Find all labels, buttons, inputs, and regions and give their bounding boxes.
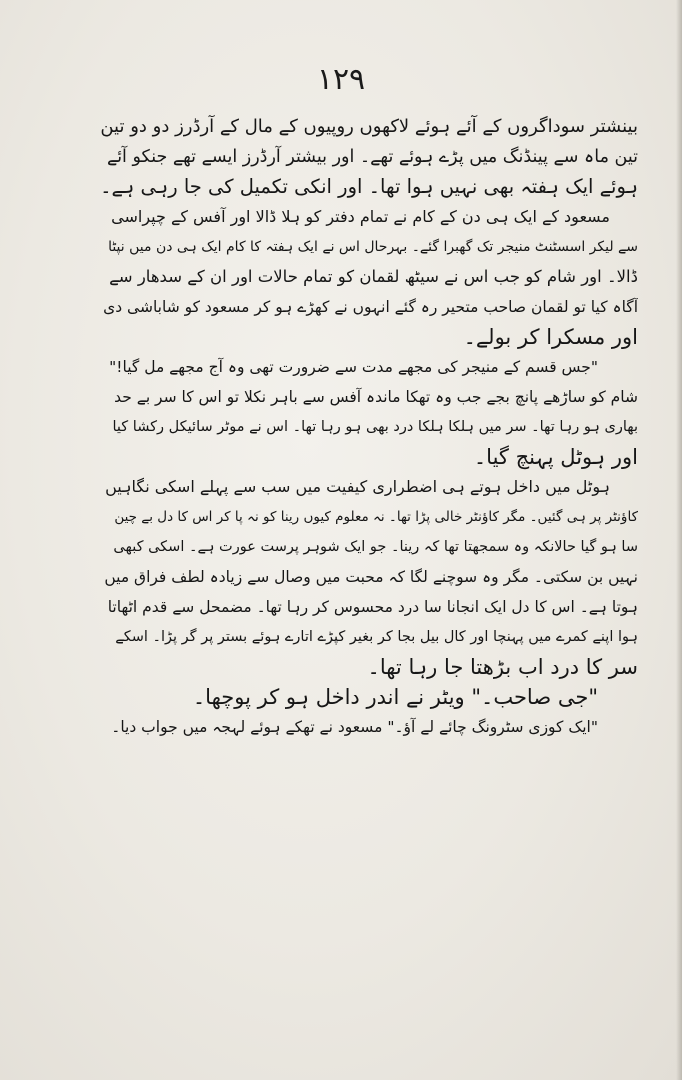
text-line-10: شام کو ساڑھے پانچ بجے جب وہ تھکا ماندہ آفس سے باہر نکلا تو اس کا سر بے حد [114, 388, 638, 406]
text-line-1: بینشتر سوداگروں کے آئے ہوئے لاکھوں روپیوں کے مال کے آرڈرز دو دو تین [100, 116, 638, 137]
urdu-text-body [98, 112, 638, 742]
text-line-13: ہوٹل میں داخل ہوتے ہی اضطراری کیفیت میں سب سے پہلے اسکی نگاہیں [105, 477, 610, 496]
text-line-18: ہوا اپنے کمرے میں پہنچا اور کال بیل بجا کر بغیر کپڑے اتارے ہوئے بستر پر گر پڑا۔ اسکے [115, 629, 638, 645]
page-number: ۱۲۹ [316, 62, 366, 97]
text-line-19: سر کا درد اب بڑھتا جا رہا تھا۔ [367, 655, 638, 679]
text-line-21: "ایک کوزی سٹرونگ چائے لے آؤ۔" مسعود نے تھکے ہوئے لہجہ میں جواب دیا۔ [111, 718, 598, 736]
text-line-20: "جی صاحب۔" ویٹر نے اندر داخل ہو کر پوچھا۔ [192, 685, 598, 709]
text-line-8: اور مسکرا کر بولے۔ [463, 325, 638, 349]
text-line-9: "جس قسم کے منیجر کی مجھے مدت سے ضرورت تھی وہ آج مجھے مل گیا!" [109, 358, 598, 376]
text-line-7: آگاہ کیا تو لقمان صاحب متحیر رہ گئے انہوں نے کھڑے ہو کر مسعود کو شاباشی دی [103, 298, 638, 316]
text-line-17: ہوتا ہے۔ اس کا دل ایک انجانا سا درد محسوس کر رہا تھا۔ مضمحل سے قدم اٹھاتا [107, 598, 638, 616]
text-line-16: نہیں بن سکتی۔ مگر وہ سوچنے لگا کہ محبت میں وصال سے زیادہ لطف فراق میں [104, 568, 638, 586]
text-line-11: بھاری ہو رہا تھا۔ سر میں ہلکا ہلکا درد بھی ہو رہا تھا۔ اس نے موٹر سائیکل رکشا کیا [112, 419, 638, 435]
text-line-4: مسعود کے ایک ہی دن کے کام نے تمام دفتر کو ہلا ڈالا اور آفس کے چپراسی [111, 207, 610, 226]
text-line-2: تین ماہ سے پینڈنگ میں پڑے ہوئے تھے۔ اور بیشتر آرڈرز ایسے تھے جنکو آئے [106, 147, 638, 167]
text-line-12: اور ہوٹل پہنچ گیا۔ [473, 445, 638, 469]
text-line-6: ڈالا۔ اور شام کو جب اس نے سیٹھ لقمان کو تمام حالات اور ان کے سدھار سے [109, 267, 638, 286]
page-edge-shadow [676, 0, 682, 1080]
text-line-5: سے لیکر اسسٹنٹ منیجر تک گھبرا گئے۔ بہرحال اس نے ایک ہفتہ کا کام ایک ہی دن میں نپٹا [108, 239, 638, 255]
text-line-14: کاؤنٹر پر ہی گئیں۔ مگر کاؤنٹر خالی پڑا تھا۔ نہ معلوم کیوں رینا کو نہ پا کر اس کا دل بے چین [114, 509, 638, 525]
text-line-3: ہوئے ایک ہفتہ بھی نہیں ہوا تھا۔ اور انکی تکمیل کی جا رہی ہے۔ [100, 175, 638, 198]
text-line-15: سا ہو گیا حالانکہ وہ سمجھتا تھا کہ رینا۔ جو ایک شوہر پرست عورت ہے۔ اسکی کبھی [113, 539, 638, 555]
